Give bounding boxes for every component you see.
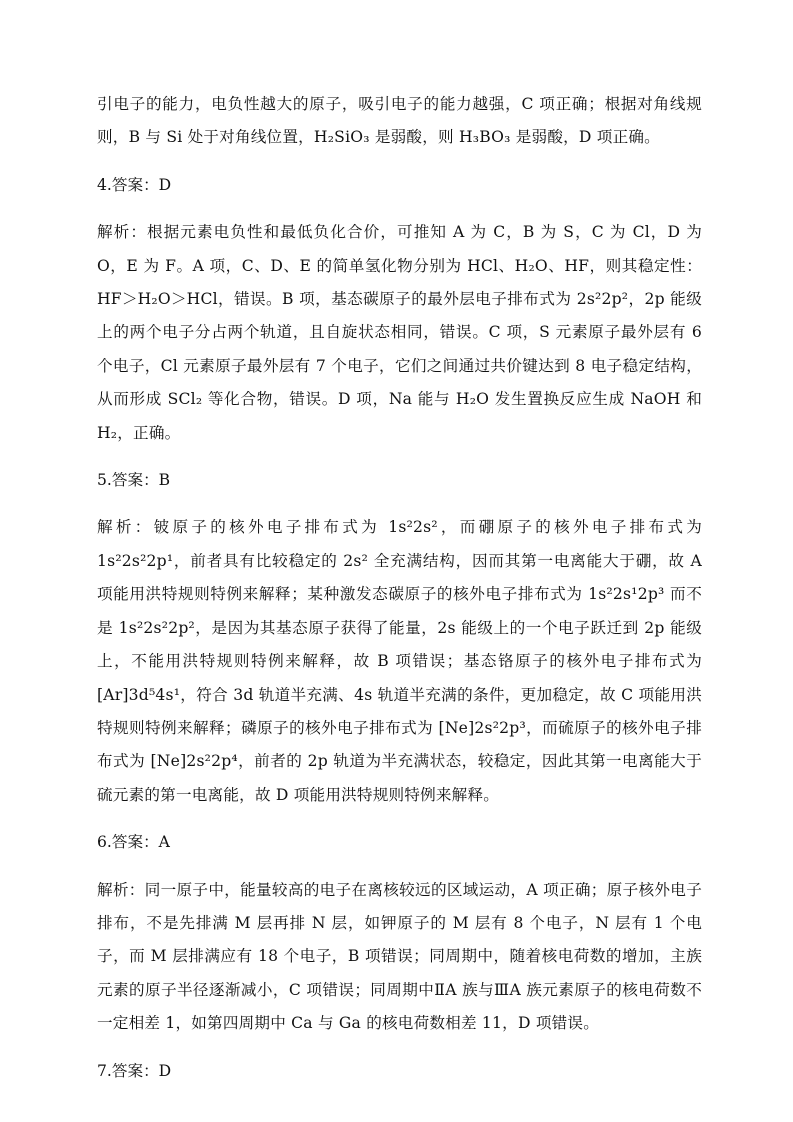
answer-7: 7.答案：D bbox=[97, 1061, 172, 1080]
analysis-3-continued: 引电子的能力，电负性越大的原子，吸引电子的能力越强，C 项正确；根据对角线规则，B 与 Si 处于对角线位置，H₂SiO₃ 是弱酸，则 H₃BO₃ 是弱酸，D 项正确。 bbox=[97, 95, 702, 147]
spacer bbox=[97, 497, 702, 511]
document-page bbox=[97, 88, 702, 1088]
answer-5: 5.答案：B bbox=[97, 471, 171, 490]
analysis-4: 解析：根据元素电负性和最低负化合价，可推知 A 为 C，B 为 S，C 为 Cl，D 为 O，E 为 F。A 项，C、D、E 的简单氢化物分别为 HCl、H₂O、HF，则其稳定性：HF＞H₂O＞HCl，错误。B 项，基态碳原子的最外层电子排布式为 2s²2p²，2p 能级上的两个电子分占两个轨道，且自旋状态相同，错误。C 项，S 元素原子最外层有 6 个电子，Cl 元素原子最外层有 7 个电子，它们之间通过共价键达到 8 电子稳定结构，从而形成 SCl₂ 等化合物，错误。D 项，Na 能与 H₂O 发生置换反应生成 NaOH 和 H₂，正确。 bbox=[97, 223, 702, 442]
spacer bbox=[97, 155, 702, 169]
spacer bbox=[97, 1041, 702, 1055]
analysis-5: 解析：铍原子的核外电子排布式为 1s²2s²，而硼原子的核外电子排布式为 1s²2s²2p¹，前者具有比较稳定的 2s² 全充满结构，因而其第一电离能大于硼，故 A 项能用洪特规则特例来解释；某种激发态碳原子的核外电子排布式为 1s²2s¹2p³ 而不是 1s²2s²2p²，是因为其基态原子获得了能量，2s 能级上的一个电子跃迁到 2p 能级上，不能用洪特规则特例来解释，故 B 项错误；基态铬原子的核外电子排布式为 [Ar]3d⁵4s¹，符合 3d 轨道半充满、4s 轨道半充满的条件，更加稳定，故 C 项能用洪特规则特例来解释；磷原子的核外电子排布式为 [Ne]2s²2p³，而硫原子的核外电子排布式为 [Ne]2s²2p⁴，前者的 2p 轨道为半充满状态，较稳定，因此其第一电离能大于硫元素的第一电离能，故 D 项能用洪特规则特例来解释。 bbox=[97, 518, 702, 804]
spacer bbox=[97, 860, 702, 874]
spacer bbox=[97, 450, 702, 464]
answer-4: 4.答案：D bbox=[97, 175, 172, 194]
answer-6: 6.答案：A bbox=[97, 833, 170, 852]
analysis-6: 解析：同一原子中，能量较高的电子在离核较远的区域运动，A 项正确；原子核外电子排布，不是先排满 M 层再排 N 层，如钾原子的 M 层有 8 个电子，N 层有 1 个电子，而 M 层排满应有 18 个电子，B 项错误；同周期中，随着核电荷数的增加，主族元素的原子半径逐渐减小，C 项错误；同周期中ⅡA 族与ⅢA 族元素原子的核电荷数不一定相差 1，如第四周期中 Ca 与 Ga 的核电荷数相差 11，D 项错误。 bbox=[97, 880, 702, 1033]
spacer bbox=[97, 202, 702, 216]
spacer bbox=[97, 812, 702, 826]
